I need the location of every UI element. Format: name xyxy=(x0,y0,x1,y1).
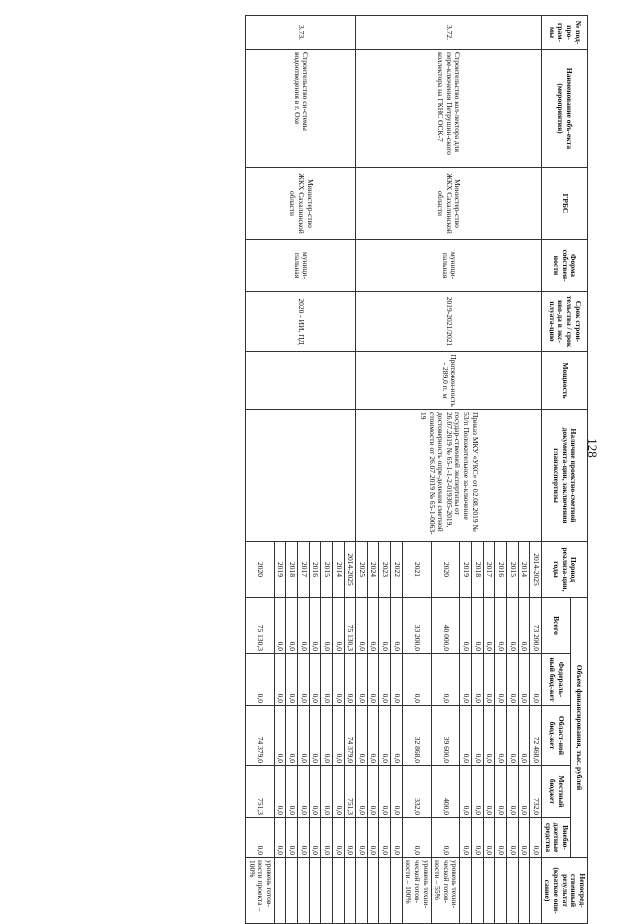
cell-local: 0,0 xyxy=(518,766,530,818)
cell-federal: 0,0 xyxy=(495,654,507,706)
cell-period: 2025 xyxy=(356,542,368,598)
cell-regional: 32 868,0 xyxy=(402,706,431,766)
col-header-term: Срок строи-тельства / срок вво-да в экс-плуата-цию xyxy=(541,292,587,352)
cell-regional: 0,0 xyxy=(483,706,495,766)
cell-result xyxy=(507,858,519,924)
cell-grbs: Министер-ство ЖКХ Сахалинской области xyxy=(246,168,356,240)
cell-local: 0,0 xyxy=(460,766,472,818)
col-header-federal: Федераль-ный бюд-жет xyxy=(541,654,570,706)
cell-result xyxy=(483,858,495,924)
col-header-result: Непосред-ственный результат (краткое опи-сание) xyxy=(541,858,587,924)
cell-local: 0,0 xyxy=(391,766,403,818)
cell-private: 0,0 xyxy=(379,818,391,858)
cell-period: 2024 xyxy=(367,542,379,598)
cell-period: 2017 xyxy=(483,542,495,598)
cell-local: 400,0 xyxy=(431,766,460,818)
cell-grbs: Министер-ство ЖКХ Сахалинской области xyxy=(356,168,542,240)
cell-regional: 0,0 xyxy=(286,706,298,766)
cell-local: 732,0 xyxy=(530,766,542,818)
cell-federal: 0,0 xyxy=(321,654,333,706)
cell-private: 0,0 xyxy=(402,818,431,858)
col-header-power: Мощность xyxy=(541,352,587,410)
cell-local: 0,0 xyxy=(286,766,298,818)
cell-private: 0,0 xyxy=(495,818,507,858)
cell-name: Строительство кол-лектора для пере-ключения Петрушин-ского коллектора на ГКНС ОСК-7 xyxy=(356,50,542,168)
cell-total: 0,0 xyxy=(321,598,333,654)
cell-total: 0,0 xyxy=(518,598,530,654)
cell-private: 0,0 xyxy=(518,818,530,858)
cell-period: 2019 xyxy=(460,542,472,598)
cell-private: 0,0 xyxy=(286,818,298,858)
cell-period: 2014-2025 xyxy=(530,542,542,598)
col-header-grbs: ГРБС xyxy=(541,168,587,240)
cell-federal: 0,0 xyxy=(472,654,484,706)
cell-result xyxy=(321,858,333,924)
cell-period: 2020 xyxy=(246,542,275,598)
cell-result xyxy=(367,858,379,924)
cell-docs: Приказ МКУ «УКС» от 02.08.2019 № 53/п Положительное за-ключение государ-ственной экспертизы от 26.07.2019 № 65-1-1-2-019305-2019, достоверность опре-деления сметной стоимости от 26.07.2019 № 65-1-0063-19 xyxy=(356,410,542,542)
col-header-regional: Област-ной бюд-жет xyxy=(541,706,570,766)
cell-result xyxy=(286,858,298,924)
cell-result xyxy=(298,858,310,924)
cell-total: 0,0 xyxy=(333,598,345,654)
col-header-total: Всего xyxy=(541,598,570,654)
cell-period: 2015 xyxy=(321,542,333,598)
cell-result xyxy=(518,858,530,924)
col-header-form: Форма собствен-ности xyxy=(541,240,587,292)
cell-federal: 0,0 xyxy=(356,654,368,706)
cell-regional: 0,0 xyxy=(518,706,530,766)
cell-federal: 0,0 xyxy=(507,654,519,706)
cell-federal: 0,0 xyxy=(274,654,286,706)
cell-federal: 0,0 xyxy=(298,654,310,706)
cell-total: 33 200,0 xyxy=(402,598,431,654)
col-header-private: Внебю-джетные средства xyxy=(541,818,570,858)
cell-regional: 0,0 xyxy=(333,706,345,766)
cell-total: 0,0 xyxy=(472,598,484,654)
cell-period: 2016 xyxy=(309,542,321,598)
col-header-period: Период реализа-ции, годы xyxy=(541,542,587,598)
cell-regional: 0,0 xyxy=(460,706,472,766)
col-header-name: Наименование объ-екта (мероприятия) xyxy=(541,50,587,168)
cell-total: 75 130,3 xyxy=(246,598,275,654)
cell-private: 0,0 xyxy=(472,818,484,858)
cell-docs xyxy=(246,410,356,542)
cell-local: 0,0 xyxy=(274,766,286,818)
cell-local: 0,0 xyxy=(309,766,321,818)
cell-regional: 0,0 xyxy=(472,706,484,766)
cell-federal: 0,0 xyxy=(286,654,298,706)
cell-federal: 0,0 xyxy=(379,654,391,706)
cell-local: 0,0 xyxy=(495,766,507,818)
cell-period: 2018 xyxy=(472,542,484,598)
cell-federal: 0,0 xyxy=(309,654,321,706)
table-row xyxy=(530,16,542,924)
cell-regional: 0,0 xyxy=(379,706,391,766)
cell-total: 0,0 xyxy=(460,598,472,654)
cell-form: муници-пальная xyxy=(356,240,542,292)
cell-private: 0,0 xyxy=(321,818,333,858)
cell-local: 751,3 xyxy=(246,766,275,818)
cell-local: 332,0 xyxy=(402,766,431,818)
cell-regional: 0,0 xyxy=(391,706,403,766)
cell-federal: 0,0 xyxy=(460,654,472,706)
cell-local: 0,0 xyxy=(483,766,495,818)
cell-total: 0,0 xyxy=(367,598,379,654)
cell-period: 2018 xyxy=(286,542,298,598)
cell-total: 0,0 xyxy=(356,598,368,654)
cell-result xyxy=(274,858,286,924)
cell-period: 2014 xyxy=(518,542,530,598)
cell-private: 0,0 xyxy=(483,818,495,858)
cell-period: 2023 xyxy=(379,542,391,598)
cell-federal: 0,0 xyxy=(333,654,345,706)
cell-total: 73 200,0 xyxy=(530,598,542,654)
cell-no: 3.72. xyxy=(356,16,542,50)
cell-term: 2019-2021/2021 xyxy=(356,292,542,352)
cell-federal: 0,0 xyxy=(431,654,460,706)
cell-federal: 0,0 xyxy=(344,654,356,706)
cell-regional: 72 468,0 xyxy=(530,706,542,766)
cell-regional: 0,0 xyxy=(309,706,321,766)
cell-result xyxy=(530,858,542,924)
cell-total: 0,0 xyxy=(309,598,321,654)
cell-local: 0,0 xyxy=(379,766,391,818)
cell-regional: 0,0 xyxy=(298,706,310,766)
cell-result: уровень готов-ности проекта – 100% xyxy=(246,858,275,924)
cell-result: уровень техни-ческой готов-ности – 100% xyxy=(402,858,431,924)
cell-power xyxy=(246,352,356,410)
cell-local: 751,3 xyxy=(344,766,356,818)
cell-period: 2016 xyxy=(495,542,507,598)
cell-federal: 0,0 xyxy=(402,654,431,706)
cell-no: 3.73. xyxy=(246,16,356,50)
cell-period: 2014 xyxy=(333,542,345,598)
cell-federal: 0,0 xyxy=(391,654,403,706)
cell-private: 0,0 xyxy=(431,818,460,858)
cell-result xyxy=(356,858,368,924)
cell-regional: 0,0 xyxy=(507,706,519,766)
cell-federal: 0,0 xyxy=(483,654,495,706)
cell-result xyxy=(495,858,507,924)
cell-regional: 0,0 xyxy=(495,706,507,766)
cell-private: 0,0 xyxy=(391,818,403,858)
cell-private: 0,0 xyxy=(507,818,519,858)
cell-regional: 74 379,0 xyxy=(246,706,275,766)
cell-federal: 0,0 xyxy=(367,654,379,706)
cell-name: Строительство си-стемы водоотведения в г. Охе xyxy=(246,50,356,168)
financing-table xyxy=(245,15,588,924)
cell-private: 0,0 xyxy=(356,818,368,858)
cell-result xyxy=(379,858,391,924)
cell-result xyxy=(391,858,403,924)
cell-federal: 0,0 xyxy=(518,654,530,706)
cell-local: 0,0 xyxy=(333,766,345,818)
cell-private: 0,0 xyxy=(367,818,379,858)
cell-period: 2014-2025 xyxy=(344,542,356,598)
cell-total: 0,0 xyxy=(298,598,310,654)
cell-power: Протяжен-ность - 289,0 п. м xyxy=(356,352,542,410)
cell-total: 0,0 xyxy=(274,598,286,654)
cell-result xyxy=(344,858,356,924)
cell-local: 0,0 xyxy=(507,766,519,818)
cell-regional: 0,0 xyxy=(274,706,286,766)
cell-federal: 0,0 xyxy=(246,654,275,706)
cell-private: 0,0 xyxy=(246,818,275,858)
cell-result xyxy=(460,858,472,924)
cell-private: 0,0 xyxy=(274,818,286,858)
financing-table-sheet xyxy=(33,15,588,914)
col-header-local: Местный бюджет xyxy=(541,766,570,818)
cell-private: 0,0 xyxy=(344,818,356,858)
col-header-no: № под-про-грам-мы xyxy=(541,16,587,50)
cell-result xyxy=(472,858,484,924)
cell-period: 2017 xyxy=(298,542,310,598)
table-row xyxy=(344,16,356,924)
cell-period: 2022 xyxy=(391,542,403,598)
col-header-docs: Наличие проектно-сметной документа-ции, заключения гланэкспертизы xyxy=(541,410,587,542)
cell-term: 2020 - ИИ, ПД xyxy=(246,292,356,352)
cell-private: 0,0 xyxy=(530,818,542,858)
cell-period: 2020 xyxy=(431,542,460,598)
cell-result xyxy=(309,858,321,924)
cell-regional: 0,0 xyxy=(321,706,333,766)
cell-total: 75 130,3 xyxy=(344,598,356,654)
page-number: 128 xyxy=(584,438,600,458)
cell-period: 2015 xyxy=(507,542,519,598)
cell-period: 2019 xyxy=(274,542,286,598)
cell-local: 0,0 xyxy=(367,766,379,818)
cell-private: 0,0 xyxy=(333,818,345,858)
cell-total: 0,0 xyxy=(379,598,391,654)
col-header-finance-group: Объем финансирования, тыс. рублей xyxy=(570,598,587,858)
cell-form: муници-пальная xyxy=(246,240,356,292)
cell-private: 0,0 xyxy=(298,818,310,858)
cell-result xyxy=(333,858,345,924)
cell-total: 0,0 xyxy=(286,598,298,654)
cell-private: 0,0 xyxy=(309,818,321,858)
cell-total: 0,0 xyxy=(495,598,507,654)
cell-local: 0,0 xyxy=(298,766,310,818)
cell-local: 0,0 xyxy=(321,766,333,818)
cell-regional: 74 379,0 xyxy=(344,706,356,766)
cell-result: уровень техни-ческой готов-ности – 55% xyxy=(431,858,460,924)
cell-private: 0,0 xyxy=(460,818,472,858)
cell-total: 0,0 xyxy=(391,598,403,654)
cell-regional: 0,0 xyxy=(367,706,379,766)
cell-local: 0,0 xyxy=(356,766,368,818)
cell-regional: 0,0 xyxy=(356,706,368,766)
cell-total: 0,0 xyxy=(507,598,519,654)
cell-total: 40 000,0 xyxy=(431,598,460,654)
cell-regional: 39 600,0 xyxy=(431,706,460,766)
cell-total: 0,0 xyxy=(483,598,495,654)
cell-local: 0,0 xyxy=(472,766,484,818)
cell-federal: 0,0 xyxy=(530,654,542,706)
cell-period: 2021 xyxy=(402,542,431,598)
